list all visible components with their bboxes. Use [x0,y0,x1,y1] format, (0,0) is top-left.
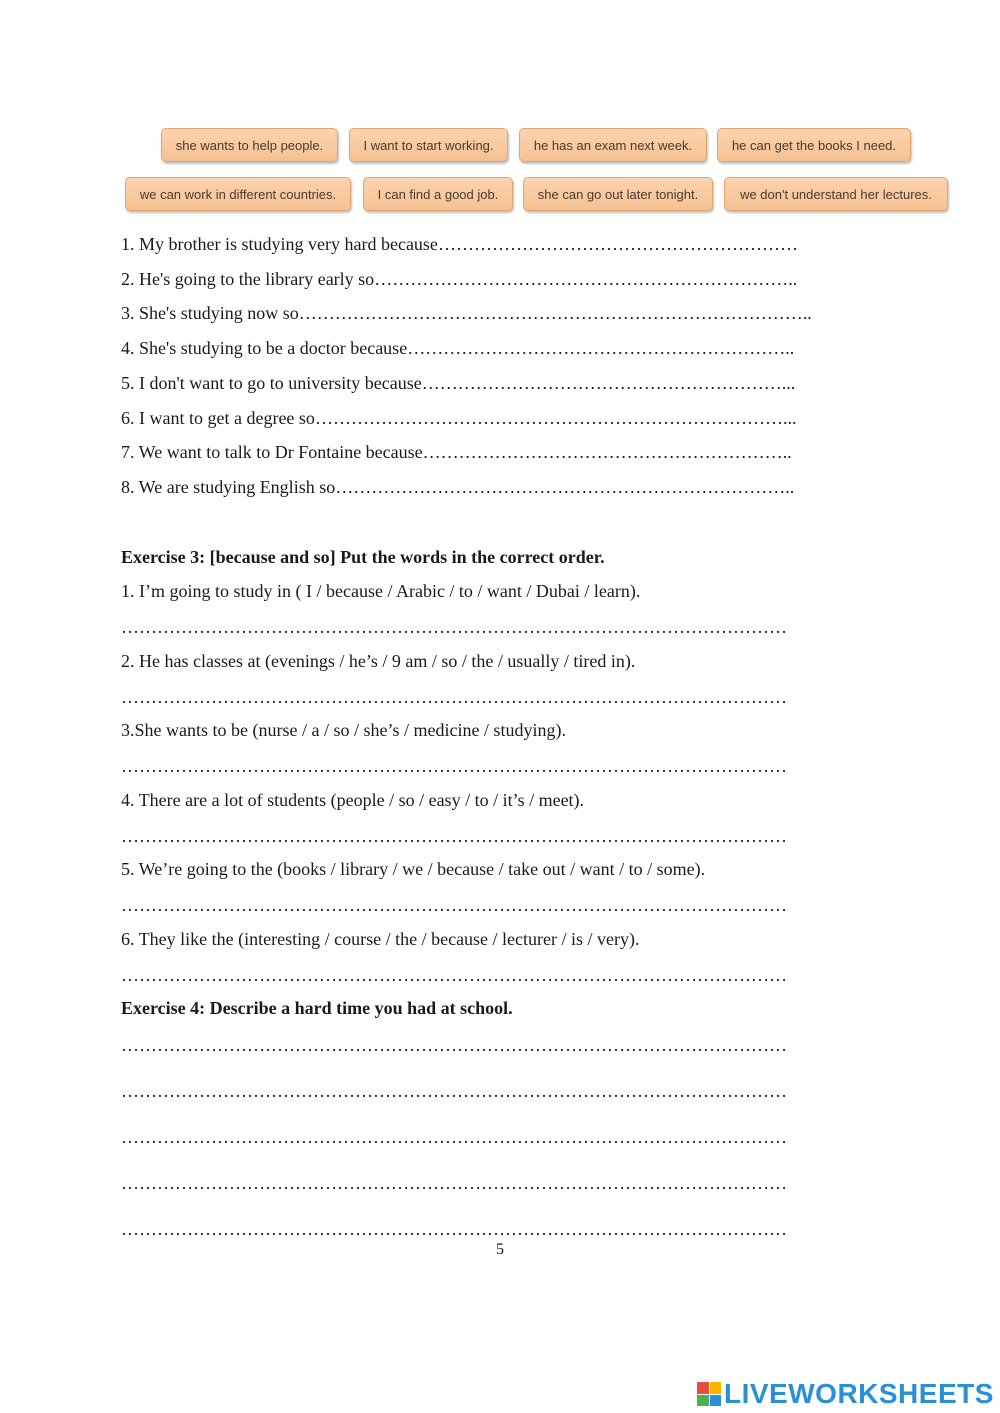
word-chip[interactable]: he can get the books I need. [717,128,911,162]
question-prompt: 2. He has classes at (evenings / he’s / 9 am / so / the / usually / tired in). [121,651,636,671]
drop-blank[interactable]: ……………………………………………………... [421,373,796,393]
sentence-text: 5. I don't want to go to university because [121,373,422,393]
sentence-item [121,233,798,255]
page-number: 5 [496,1241,504,1258]
sentence-item [121,441,792,463]
question-prompt: 5. We’re going to the (books / library / we / because / take out / want / to / some). [121,859,706,879]
word-chip[interactable]: I want to start working. [349,128,508,162]
question-prompt: 6. They like the (interesting / course / the / because / lecturer / is / very). [121,929,640,949]
sentence-text: 4. She's studying to be a doctor because [121,338,408,358]
word-chip[interactable]: we don't understand her lectures. [724,177,948,211]
answer-input[interactable]: ………………………………………………………………………………………………… [121,826,787,846]
writing-line[interactable]: ………………………………………………………………………………………………… [121,1219,787,1239]
sentence-text: 1. My brother is studying very hard because [121,234,438,254]
question-prompt: 3.She wants to be (nurse / a / so / she’s / medicine / studying). [121,720,566,740]
answer-input[interactable]: ………………………………………………………………………………………………… [121,617,787,637]
logo-square [697,1382,709,1394]
answer-input[interactable]: ………………………………………………………………………………………………… [121,965,787,985]
word-chip[interactable]: he has an exam next week. [519,128,707,162]
drop-blank[interactable]: …………………………………………………… [437,234,798,254]
word-chip[interactable]: she can go out later tonight. [523,177,713,211]
sentence-item [121,268,797,290]
exercise-4-heading: Exercise 4: Describe a hard time you had at school. [121,998,513,1018]
answer-input[interactable]: ………………………………………………………………………………………………… [121,895,787,915]
liveworksheets-logo [697,1376,994,1412]
sentence-text: 3. She's studying now so [121,303,299,323]
sentence-item [121,476,794,498]
writing-line[interactable]: ………………………………………………………………………………………………… [121,1035,787,1055]
logo-square [710,1395,722,1407]
sentence-item [121,372,795,394]
drop-blank[interactable]: …………………………………………………………….. [374,269,798,289]
drop-blank[interactable]: ……………………………………………………………………... [314,408,797,428]
logo-square [697,1395,709,1407]
drop-blank[interactable]: …………………………………………………….. [422,442,792,462]
sentence-item [121,337,794,359]
sentence-item [121,302,812,324]
sentence-text: 6. I want to get a degree so [121,408,315,428]
answer-input[interactable]: ………………………………………………………………………………………………… [121,687,787,707]
drop-blank[interactable]: ………………………………………………………………….. [335,477,795,497]
logo-squares-icon [697,1382,721,1406]
word-chip[interactable]: I can find a good job. [363,177,513,211]
question-prompt: 1. I’m going to study in ( I / because / Arabic / to / want / Dubai / learn). [121,581,641,601]
sentence-item [121,407,796,429]
drop-blank[interactable]: ………………………………………………………………………….. [298,303,812,323]
word-chip[interactable]: she wants to help people. [161,128,338,162]
sentence-text: 7. We want to talk to Dr Fontaine because [121,442,423,462]
answer-input[interactable]: ………………………………………………………………………………………………… [121,756,787,776]
word-chip[interactable]: we can work in different countries. [125,177,351,211]
question-prompt: 4. There are a lot of students (people / so / easy / to / it’s / meet). [121,790,585,810]
sentence-text: 8. We are studying English so [121,477,336,497]
drop-blank[interactable]: ……………………………………………………….. [407,338,795,358]
sentence-text: 2. He's going to the library early so [121,269,375,289]
exercise-3-heading: Exercise 3: [because and so] Put the words in the correct order. [121,547,605,567]
logo-square [710,1382,722,1394]
writing-line[interactable]: ………………………………………………………………………………………………… [121,1173,787,1193]
writing-line[interactable]: ………………………………………………………………………………………………… [121,1127,787,1147]
writing-line[interactable]: ………………………………………………………………………………………………… [121,1081,787,1101]
logo-text: LIVEWORKSHEETS [724,1378,994,1409]
